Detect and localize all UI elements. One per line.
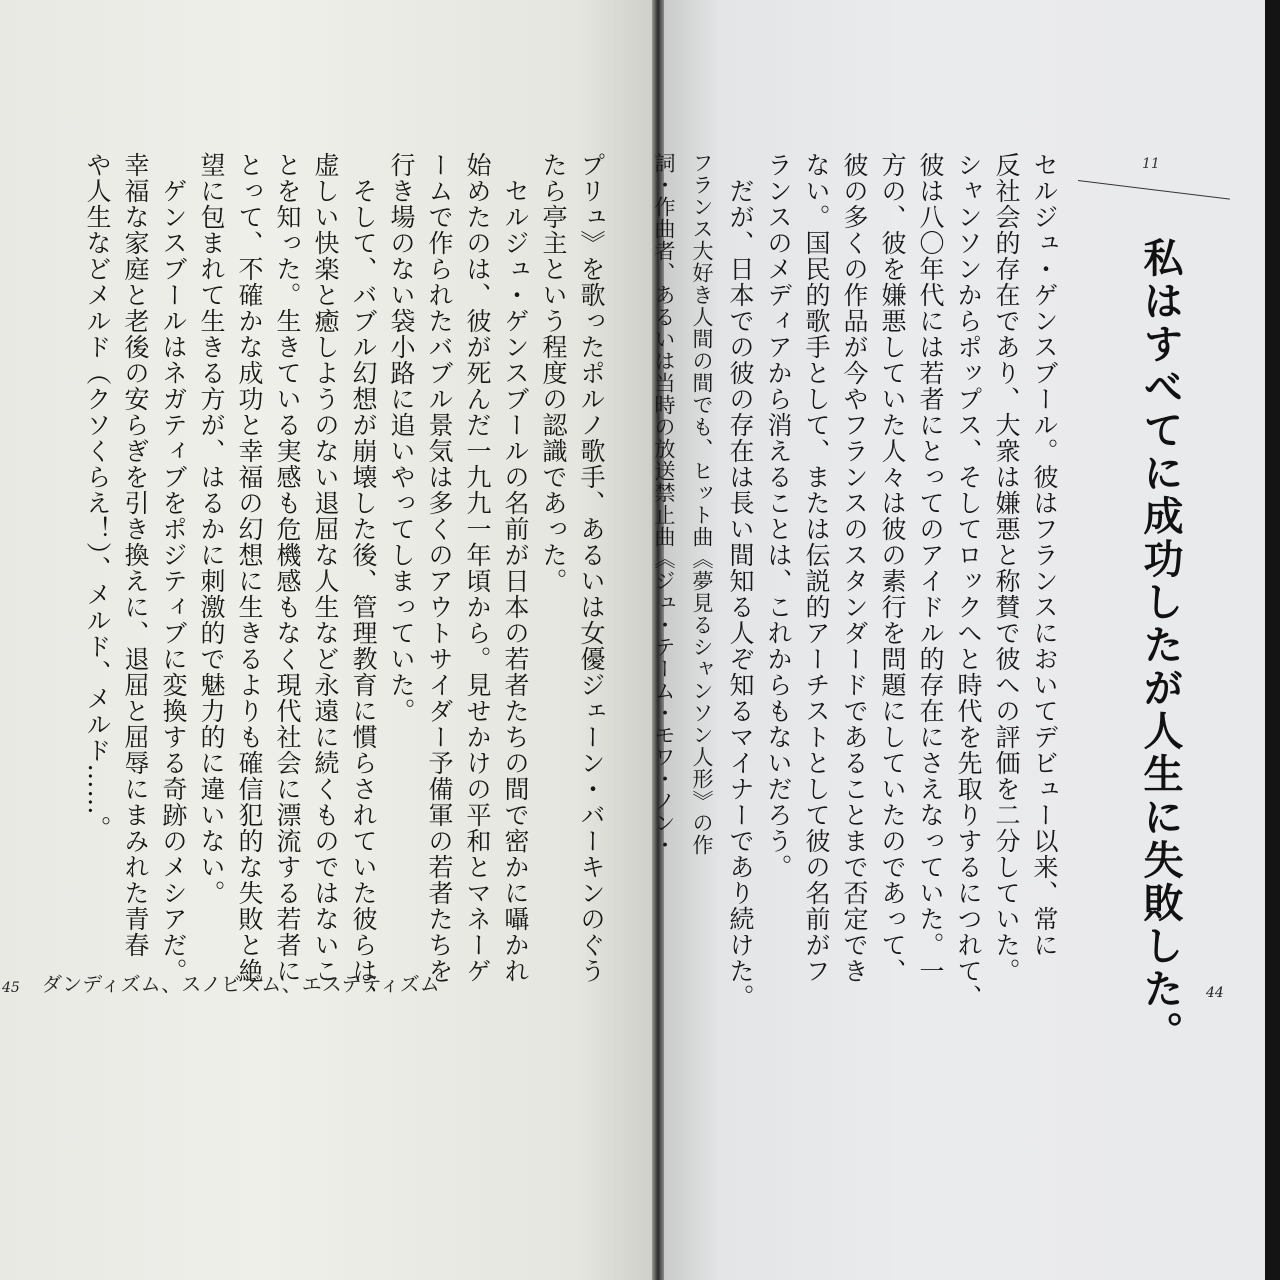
body-line: ランスのメディアから消えることは、これからもないだろう。 bbox=[764, 152, 793, 880]
page-number-left: 45 bbox=[2, 980, 20, 996]
body-line: プリュ》を歌ったポルノ歌手、あるいは女優ジェーン・バーキンのぐう bbox=[577, 152, 606, 984]
body-line: だが、日本での彼の存在は長い間知る人ぞ知るマイナーであり続けた。 bbox=[726, 152, 755, 1010]
chapter-title: 私はすべてに成功したが人生に失敗した。 bbox=[1137, 237, 1184, 1054]
body-line: そして、バブル幻想が崩壊した後、管理教育に慣らされていた彼らは、 bbox=[349, 152, 378, 1010]
body-line: 虚しい快楽と癒しようのない退屈な人生など永遠に続くものではないこ bbox=[311, 152, 340, 984]
body-line: フランス大好き人間の間でも、ヒット曲《夢見るシャンソン人形》の作 bbox=[690, 152, 714, 856]
body-line: ない。国民的歌手として、または伝説的アーチストとして彼の名前がフ bbox=[802, 152, 831, 984]
body-line: セルジュ・ゲンスブールの名前が日本の若者たちの間で密かに囁かれ bbox=[501, 152, 530, 984]
body-line: たら亭主という程度の認識であった。 bbox=[539, 152, 568, 594]
right-page-body bbox=[652, 152, 1063, 1010]
body-line: 彼の多くの作品が今やフランスのスタンダードであることまで否定でき bbox=[840, 152, 869, 984]
body-line: 幸福な家庭と老後の安らぎを引き換えに、退屈と屈辱にまみれた青春 bbox=[121, 152, 150, 958]
body-line: 方の、彼を嫌悪していた人々は彼の素行を問題にしていたのであって、 bbox=[878, 152, 907, 984]
page-number-right: 44 bbox=[1206, 985, 1224, 1001]
body-line: や人生などメルド（クソくらえ！）、メルド、メルド……。 bbox=[83, 152, 112, 842]
body-line: セルジュ・ゲンスブール。彼はフランスにおいてデビュー以来、常に bbox=[1030, 152, 1059, 958]
body-line: 反社会的存在であり、大衆は嫌悪と称賛で彼への評価を二分していた。 bbox=[992, 152, 1021, 984]
chapter-number: 11 bbox=[1142, 156, 1160, 172]
running-head: ダンディズム、スノビズム、エステティズム bbox=[42, 972, 440, 996]
body-line: 始めたのは、彼が死んだ一九九一年頃から。見せかけの平和とマネーゲ bbox=[463, 152, 492, 984]
body-line: 望に包まれて生きる方が、はるかに刺激的で魅力的に違いない。 bbox=[197, 152, 226, 906]
body-line: ームで作られたバブル景気は多くのアウトサイダー予備軍の若者たちを bbox=[425, 152, 454, 984]
body-line: ゲンスブールはネガティブをポジティブに変換する奇跡のメシアだ。 bbox=[159, 152, 188, 984]
body-line: とって、不確かな成功と幸福の幻想に生きるよりも確信犯的な失敗と絶 bbox=[235, 152, 264, 984]
body-line: 彼は八〇年代には若者にとってのアイドル的存在にさえなっていた。一 bbox=[916, 152, 945, 984]
page-edge-shadow bbox=[1265, 0, 1280, 1280]
body-line: 詞・作曲者、あるいは当時の放送禁止曲《ジュ・テーム・モワ・ノン・ bbox=[652, 152, 676, 856]
body-line: シャンソンからポップス、そしてロックへと時代を先取りするにつれて、 bbox=[954, 152, 983, 1010]
body-line: 行き場のない袋小路に追いやってしまっていた。 bbox=[387, 152, 416, 724]
body-line: とを知った。生きている実感も危機感もなく現代社会に漂流する若者に bbox=[273, 152, 302, 984]
